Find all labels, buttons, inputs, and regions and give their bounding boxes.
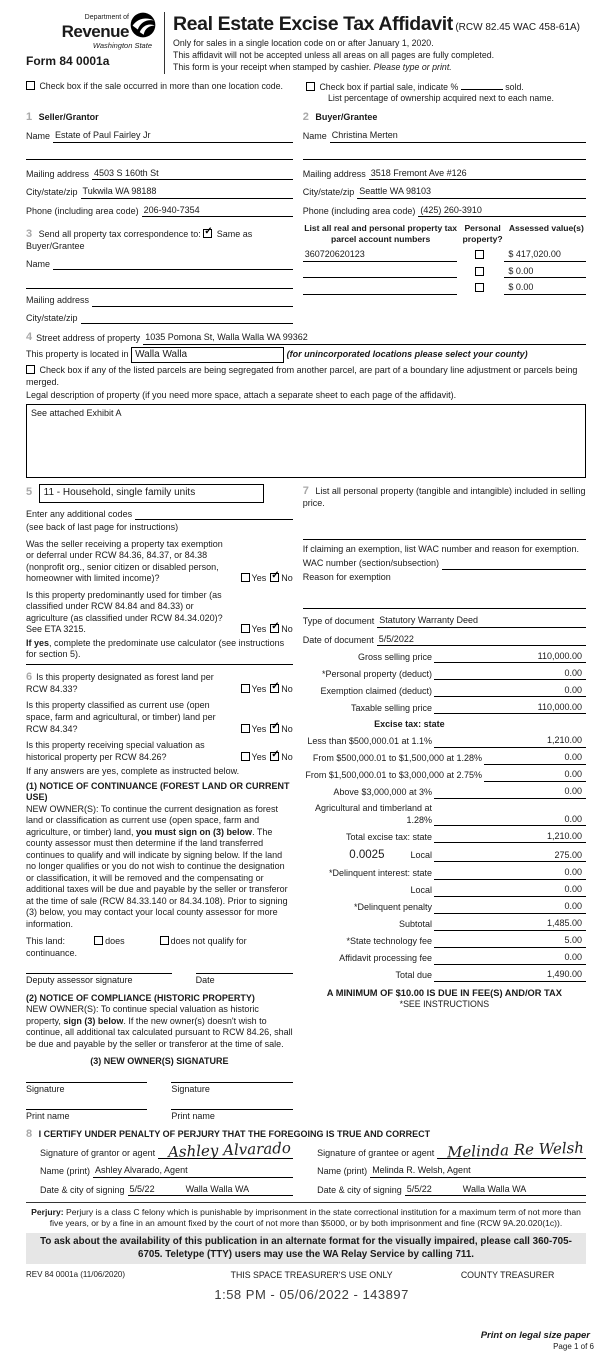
q4-yes-checkbox-icon bbox=[241, 724, 250, 733]
does-checkbox-icon bbox=[94, 936, 103, 945]
section3-heading: 3 Send all property tax correspondence to: ✓ Same as Buyer/Grantee bbox=[26, 227, 293, 253]
predominate-use-note: If yes, complete the predominate use calculator (see instructions for section 5). bbox=[26, 637, 285, 660]
section7-divider-1 bbox=[303, 539, 586, 540]
revenue-logo-icon bbox=[130, 12, 156, 38]
segregated-check-row: Check box if any of the listed parcels are being segregated from another parcel, are part of a boundary line adjustment or parcels being merged. bbox=[26, 365, 578, 387]
form-header bbox=[26, 12, 586, 74]
q1-no-checkbox-icon bbox=[270, 573, 279, 582]
tax-row-tier2: From $500,000.01 to $1,500,000 at 1.28% 0.00 bbox=[303, 752, 586, 765]
parcel-number bbox=[303, 267, 458, 278]
parcel-number bbox=[303, 284, 458, 295]
correspondence-mailing-field bbox=[92, 296, 293, 307]
see-instructions-note: *SEE INSTRUCTIONS bbox=[399, 999, 490, 1010]
percent-sold-blank bbox=[461, 81, 503, 90]
grantor-signature-block bbox=[26, 1138, 303, 1196]
tax-row-total-state: Total excise tax: state 1,210.00 bbox=[303, 831, 586, 844]
page-number: Page 1 of 6 bbox=[553, 1342, 594, 1352]
wac-number-field bbox=[442, 559, 586, 570]
grantor-sign-city: Walla Walla WA bbox=[185, 1183, 250, 1194]
buyer-mailing-field: 3518 Fremont Ave #126 bbox=[369, 168, 586, 181]
new-owner-signature-title: (3) NEW OWNER(S) SIGNATURE bbox=[90, 1056, 229, 1067]
county-field: Walla Walla bbox=[131, 347, 284, 364]
notice-continuance-title: (1) NOTICE OF CONTINUANCE (FOREST LAND OR CURRENT USE) bbox=[26, 780, 290, 803]
washington-state-label: Washington State bbox=[92, 40, 152, 50]
personal-property-col-header: Personal property? bbox=[462, 223, 503, 245]
parcel-row bbox=[303, 249, 586, 262]
street-address-row: 4 Street address of property 1035 Pomona St, Walla Walla WA 99362 bbox=[26, 330, 586, 344]
timber-agriculture-question: Is this property predominantly used for timber (as classified under RCW 84.84 and 84.33) or agriculture (as classified under RCW 84.34.020)? See ETA 3215. Yes ✓ No bbox=[26, 590, 293, 636]
additional-codes-row: Enter any additional codes bbox=[26, 509, 293, 521]
use-code-field: 11 - Household, single family units bbox=[39, 484, 264, 503]
assessed-value: $ 0.00 bbox=[504, 266, 586, 279]
grantee-name-row: Name (print) Melinda R. Welsh, Agent bbox=[317, 1165, 586, 1178]
grantee-sign-city: Walla Walla WA bbox=[462, 1183, 527, 1194]
header-note-2: This affidavit will not be accepted unless all areas on all pages are fully completed. bbox=[173, 50, 495, 61]
revenue-wordmark: Revenue bbox=[61, 21, 129, 41]
q3-no-checkbox-icon bbox=[270, 684, 279, 693]
grantor-date-row: Date & city of signing 5/5/22 Walla Walla WA bbox=[40, 1184, 293, 1197]
q4-no-checkbox-icon bbox=[270, 724, 279, 733]
minimum-due-note: A MINIMUM OF $10.00 IS DUE IN FEE(S) AND/OR TAX bbox=[326, 987, 562, 998]
grantee-signature-block bbox=[303, 1138, 586, 1196]
q5-yes-checkbox-icon bbox=[241, 752, 250, 761]
buyer-heading: Buyer/Grantee bbox=[315, 112, 378, 123]
seller-mailing-field: 4503 S 160th St bbox=[92, 168, 293, 181]
assessed-value: $ 0.00 bbox=[504, 282, 586, 295]
buyer-name-row: Name Christina Merten bbox=[303, 130, 586, 143]
correspondence-extra-line bbox=[26, 278, 293, 289]
grantee-sig-row: Signature of grantee or agent Melinda Re Welsh bbox=[317, 1138, 585, 1162]
top-checkboxes bbox=[26, 81, 586, 105]
segregated-checkbox-icon bbox=[26, 365, 35, 374]
seller-city-field: Tukwila WA 98188 bbox=[81, 186, 293, 199]
seller-name-extra-line bbox=[26, 149, 293, 160]
new-owner-printname-lines: Print name Print name bbox=[26, 1109, 293, 1123]
buyer-mailing-row: Mailing address 3518 Fremont Ave #126 bbox=[303, 168, 586, 181]
partial-sale-check: Check box if partial sale, indicate % sold. List percentage of ownership acquired next to each name. bbox=[306, 81, 586, 105]
section7-tax-column: 7 List all personal property (tangible and intangible) included in selling price. If claiming an exemption, list WAC number and reason for exemption. WAC number (section/subsection) Reason for exemption Type of document Statutory Warranty Deed Date of document 5/5/2022 Gross selling price 110,000.00 *Personal property (deduct) 0.00 Exemption claimed (deduct) 0.00 Taxable selling price 110,000.00 Excise tax: state Less than $500,000.01 at 1.1% 1,210.00 From $500,000.01 to $1,500,000 at 1.28% 0.00 From $1,500,000.01 to $3,000,000 at 2.75% 0.00 Above $3,000,000 at 3% 0.00 Agricultural and timberland at 1.28% 0.00 Total excise tax: state 1,210.00 0.0025 Local 275.00 *Delinquent interest: state 0.00 Local 0.00 *Delinquent penalty 0.00 Subtotal 1,485.00 *State technology fee 5.00 Affidavit processing fee 0.00 Total due 1,490.00 A MINIMUM OF $10.00 IS DUE IN FEE(S) AND/OR TAX *SEE INSTRUCTIONS bbox=[302, 484, 586, 1010]
county-treasurer-label: COUNTY TREASURER bbox=[460, 1270, 555, 1281]
notice-compliance-title: (2) NOTICE OF COMPLIANCE (HISTORIC PROPERTY) bbox=[26, 992, 255, 1003]
assessor-signature-row: Deputy assessor signature Date bbox=[26, 973, 293, 987]
current-use-question: Is this property classified as current use (open space, farm and agricultural, or timber) land per RCW 84.34? Yes ✓ No bbox=[26, 700, 293, 735]
this-land-row: This land: does does not qualify for bbox=[26, 936, 247, 947]
grantee-sign-date: 5/5/22 bbox=[406, 1183, 432, 1194]
tax-row-total-due: Total due 1,490.00 bbox=[303, 969, 586, 982]
tax-row-personal: *Personal property (deduct) 0.00 bbox=[303, 668, 586, 681]
seller-phone-field: 206-940-7354 bbox=[142, 205, 293, 218]
multi-location-checkbox-icon bbox=[26, 81, 35, 90]
seller-heading: Seller/Grantor bbox=[38, 112, 99, 123]
tax-row-tech-fee: *State technology fee 5.00 bbox=[303, 935, 586, 948]
same-as-buyer-checkbox-icon bbox=[203, 229, 212, 238]
header-note-1: Only for sales in a single location code on or after January 1, 2020. bbox=[173, 37, 434, 48]
q1-yes-checkbox-icon bbox=[241, 573, 250, 582]
section8: 8 I CERTIFY UNDER PENALTY OF PERJURY THAT THE FOREGOING IS TRUE AND CORRECT Signature of grantor or agent Ashley Alvarado Name (print) Ashley Alvarado, Agent Date & city of signing 5/5/22 Walla Walla WA Signature of grantee or agent Melinda Re Welsh Name (print) Melinda R. Welsh, Agent Date & city of signing 5/5/22 Walla Walla WA bbox=[26, 1127, 586, 1203]
tax-row-gross: Gross selling price 110,000.00 bbox=[303, 651, 586, 664]
grantor-sign-date: 5/5/22 bbox=[129, 1183, 155, 1194]
buyer-phone-field: (425) 260-3910 bbox=[418, 205, 586, 218]
assessed-value-col-header: Assessed value(s) bbox=[508, 223, 584, 234]
parcel-row bbox=[303, 282, 586, 295]
agency-block bbox=[26, 12, 164, 74]
parcel-number: 360720620123 bbox=[303, 249, 458, 262]
seller-name-field: Estate of Paul Fairley Jr bbox=[53, 130, 293, 143]
legal-description-value: See attached Exhibit A bbox=[31, 407, 122, 418]
q5-no-checkbox-icon bbox=[270, 752, 279, 761]
grantor-name-row: Name (print) Ashley Alvarado, Agent bbox=[40, 1165, 293, 1178]
seller-phone-row: Phone (including area code) 206-940-7354 bbox=[26, 205, 293, 218]
tax-row-local: 0.0025 Local 275.00 bbox=[303, 848, 586, 863]
q3-yes-checkbox-icon bbox=[241, 684, 250, 693]
tax-row-taxable: Taxable selling price 110,000.00 bbox=[303, 702, 586, 715]
tax-row-delinquent-interest-local: Local 0.00 bbox=[303, 884, 586, 897]
seller-mailing-row: Mailing address 4503 S 160th St bbox=[26, 168, 293, 181]
grantor-printed-name: Ashley Alvarado, Agent bbox=[93, 1165, 293, 1178]
new-owner-signature-lines: Signature Signature bbox=[26, 1082, 293, 1096]
property-located-row: This property is located in Walla Walla (for unincorporated locations please select your county) bbox=[26, 347, 586, 364]
tax-row-delinquent-interest-state: *Delinquent interest: state 0.00 bbox=[303, 867, 586, 880]
parcel-col-header: List all real and personal property tax parcel account numbers bbox=[304, 223, 458, 245]
personal-property-checkbox-icon bbox=[475, 250, 484, 259]
forest-land-question: 6 Is this property designated as forest land per RCW 84.33? Yes ✓ No bbox=[26, 670, 293, 696]
dept-of-label: Department of bbox=[84, 14, 129, 21]
header-note-3: This form is your receipt when stamped by cashier. Please type or print. bbox=[173, 62, 452, 73]
section4 bbox=[26, 330, 586, 477]
assessed-value: $ 417,020.00 bbox=[504, 249, 586, 262]
grantee-printed-name: Melinda R. Welsh, Agent bbox=[370, 1165, 586, 1178]
multi-location-check: Check box if the sale occurred in more than one location code. bbox=[26, 81, 306, 105]
parcel-row bbox=[303, 266, 586, 279]
personal-property-note: 7 List all personal property (tangible and intangible) included in selling price. bbox=[302, 484, 586, 508]
form-title: Real Estate Excise Tax Affidavit bbox=[173, 13, 453, 35]
q2-yes-checkbox-icon bbox=[241, 624, 250, 633]
correspondence-name-row: Name bbox=[26, 259, 293, 271]
tax-row-subtotal: Subtotal 1,485.00 bbox=[303, 918, 586, 931]
legal-description-box bbox=[26, 404, 586, 478]
buyer-phone-row: Phone (including area code) (425) 260-3910 bbox=[303, 205, 586, 218]
q2-no-checkbox-icon bbox=[270, 624, 279, 633]
grantee-date-row: Date & city of signing 5/5/22 Walla Walla WA bbox=[317, 1184, 586, 1197]
tax-row-tier3: From $1,500,000.01 to $3,000,000 at 2.75% 0.00 bbox=[303, 769, 586, 782]
tax-row-delinquent-penalty: *Delinquent penalty 0.00 bbox=[303, 901, 586, 914]
correspondence-city-row: City/state/zip bbox=[26, 313, 293, 325]
parcel-table bbox=[303, 223, 586, 295]
print-legal-note: Print on legal size paper bbox=[480, 1330, 590, 1341]
additional-codes-field bbox=[135, 509, 293, 520]
buyer-city-field: Seattle WA 98103 bbox=[357, 186, 586, 199]
section5-6-column: 5 11 - Household, single family units Enter any additional codes (see back of last page for instructions) Was the seller receiving a property tax exemption or deferral under RCW 84.36, 84.37, or 84.38 (nonprofit org., senior citizen or disabled person, homeowner with limited income)? Yes ✓ No Is this property predominantly used for timber (as classified under RCW 84.84 and 84.33) or agriculture (as classified under RCW 84.34.020)? See ETA 3215. Yes ✓ No If yes, complete the predominate use calculator (see instructions for section 5). 6 Is this property designated as forest land per RCW 84.33? Yes ✓ No Is this property classified as current use (open space, farm and agricultural, or timber) land per RCW 84.34? Yes ✓ No Is this property receiving special valuation as historical property per RCW 84.26? Yes ✓ No If any answers are yes, complete as instructed below. (1) NOTICE OF CONTINUANCE (FOREST LAND OR CURRENT USE) NEW OWNER(S): To continue the current designation as forest land or classification as current use (open space, farm and agriculture, or timber) land, you must sign on (3) below. The county assessor must then determine if the land transferred continues to qualify and will indicate by signing below. If the land no longer qualifies or you do not wish to continue the designation or classification, it will be removed and the compensating or additional taxes will be due and payable by the seller or transferor at the time of sale (RCW 84.33.140 or 84.34.108). Prior to signing (3) below, you may contact your local county assessor for more information. This land: does does not qualify for continuance. Deputy assessor signature Date (2) NOTICE OF COMPLIANCE (HISTORIC PROPERTY) NEW OWNER(S): To continue special valuation as historic property, sign (3) below. If the new owner(s) doesn't wish to continue, all additional tax calculated pursuant to RCW 84.26, shall be due and payable by the seller or transferor at the time of sale. (3) NEW OWNER(S) SIGNATURE Signature Signature Print name Print name bbox=[26, 484, 303, 1123]
notice-compliance-body: NEW OWNER(S): To continue special valuation as historic property, sign (3) below. If the new owner(s) doesn't wish to continue, all additional tax calculated pursuant to RCW 84.26, shall be due and payable by the seller or transferor at the time of sale. bbox=[26, 1004, 293, 1049]
personal-property-checkbox-icon bbox=[475, 267, 484, 276]
correspondence-mailing-row: Mailing address bbox=[26, 295, 293, 307]
tax-row-processing-fee: Affidavit processing fee 0.00 bbox=[303, 952, 586, 965]
alternate-format-notice: To ask about the availability of this publication in an alternate format for the visually impaired, please call 360-705-6705. Teletype (TTY) users may use the WA Relay Service by calling 711. bbox=[26, 1233, 586, 1264]
tax-row-tier4: Above $3,000,000 at 3% 0.00 bbox=[303, 786, 586, 799]
doc-type-field: Statutory Warranty Deed bbox=[377, 615, 586, 628]
grantor-sig-row: Signature of grantor or agent Ashley Alvarado bbox=[40, 1138, 292, 1161]
footer bbox=[26, 1270, 586, 1304]
buyer-name-field: Christina Merten bbox=[330, 130, 586, 143]
correspondence-name-field bbox=[53, 259, 293, 270]
buyer-city-row: City/state/zip Seattle WA 98103 bbox=[303, 186, 586, 199]
doc-date-field: 5/5/2022 bbox=[377, 634, 586, 647]
rev-number: REV 84 0001a (11/06/2020) bbox=[26, 1270, 126, 1280]
local-rate-value: 0.0025 bbox=[349, 848, 385, 861]
treasurer-space: THIS SPACE TREASURER'S USE ONLY 1:58 PM - 05/06/2022 - 143897 bbox=[194, 1270, 429, 1304]
wac-number-row: WAC number (section/subsection) bbox=[303, 558, 586, 570]
street-address-field: 1035 Pomona St, Walla Walla WA 99362 bbox=[143, 332, 586, 345]
tax-row-agricultural: Agricultural and timberland at 1.28% 0.00 bbox=[303, 803, 586, 826]
perjury-notice: Perjury: Perjury is a class C felony which is punishable by imprisonment in the state correctional institution for a maximum term of not more than five years, or by a fine in an amount fixed by the court of not more than $5000, or by both imprisonment and fine (RCW 9A.20.020(1c)). bbox=[31, 1207, 581, 1229]
seller-city-row: City/state/zip Tukwila WA 98188 bbox=[26, 186, 293, 199]
seller-name-row: Name Estate of Paul Fairley Jr bbox=[26, 130, 293, 143]
buyer-column: 2 Buyer/Grantee Name Christina Merten Mailing address 3518 Fremont Ave #126 City/state/zip Seattle WA 98103 Phone (including area code) (425) 260-3910 List all real and personal property tax parcel account numbers Personal property? Assessed value(s) 360720620123 $ 417,020.00 $ 0.00 $ 0.00 bbox=[303, 108, 586, 324]
historical-question: Is this property receiving special valuation as historical property per RCW 84.26? Yes ✓ No bbox=[26, 740, 293, 763]
cashier-stamp: 1:58 PM - 05/06/2022 - 143897 bbox=[214, 1287, 409, 1303]
doc-type-row: Type of document Statutory Warranty Deed bbox=[303, 615, 586, 628]
legal-description-label: Legal description of property (if you need more space, attach a separate sheet to each page of the affidavit). bbox=[26, 390, 457, 401]
certify-statement: I CERTIFY UNDER PENALTY OF PERJURY THAT THE FOREGOING IS TRUE AND CORRECT bbox=[38, 1128, 431, 1139]
grantor-signature: Ashley Alvarado bbox=[167, 1138, 292, 1161]
tax-row-exemption: Exemption claimed (deduct) 0.00 bbox=[303, 685, 586, 698]
section5-divider bbox=[26, 664, 293, 665]
tax-row-tier1: Less than $500,000.01 at 1.1% 1,210.00 bbox=[303, 735, 586, 748]
partial-sale-checkbox-icon bbox=[306, 82, 315, 91]
doc-date-row: Date of document 5/5/2022 bbox=[303, 634, 586, 647]
does-not-checkbox-icon bbox=[160, 936, 169, 945]
form-number: Form 84 0001a bbox=[26, 54, 110, 69]
exemption-deferral-question: Was the seller receiving a property tax exemption or deferral under RCW 84.36, 84.37, or 84.38 (nonprofit org., senior citizen or disabled person, homeowner with limited income)? Yes ✓ No bbox=[26, 539, 293, 585]
excise-state-header: Excise tax: state bbox=[374, 719, 445, 730]
title-block bbox=[164, 12, 586, 74]
notice-continuance-body: NEW OWNER(S): To continue the current designation as forest land or classification as current use (open space, farm and agriculture, or timber) land, you must sign on (3) below. The county assessor must then determine if the land transferred continues to qualify and will indicate by signing below. If the land no longer qualifies or you do not wish to continue the designation or classification, it will be removed and the compensating or additional taxes will be due and payable by the seller or transferor at the time of sale (RCW 84.33.140 or 84.34.108). Prior to signing (3) below, you may contact your local county assessor for more information. bbox=[26, 803, 288, 929]
grantee-signature: Melinda Re Welsh bbox=[446, 1138, 585, 1162]
buyer-name-extra-line bbox=[303, 149, 586, 160]
correspondence-city-field bbox=[81, 313, 293, 324]
personal-property-checkbox-icon bbox=[475, 283, 484, 292]
seller-column: 1 Seller/Grantor Name Estate of Paul Fairley Jr Mailing address 4503 S 160th St City/state/zip Tukwila WA 98188 Phone (including area code) 206-940-7354 3 Send all property tax correspondence to: ✓ Same as Buyer/Grantee Name Mailing address City/state/zip bbox=[26, 108, 303, 324]
section7-divider-2 bbox=[303, 608, 586, 609]
form-rcw: (RCW 82.45 WAC 458-61A) bbox=[455, 22, 581, 33]
